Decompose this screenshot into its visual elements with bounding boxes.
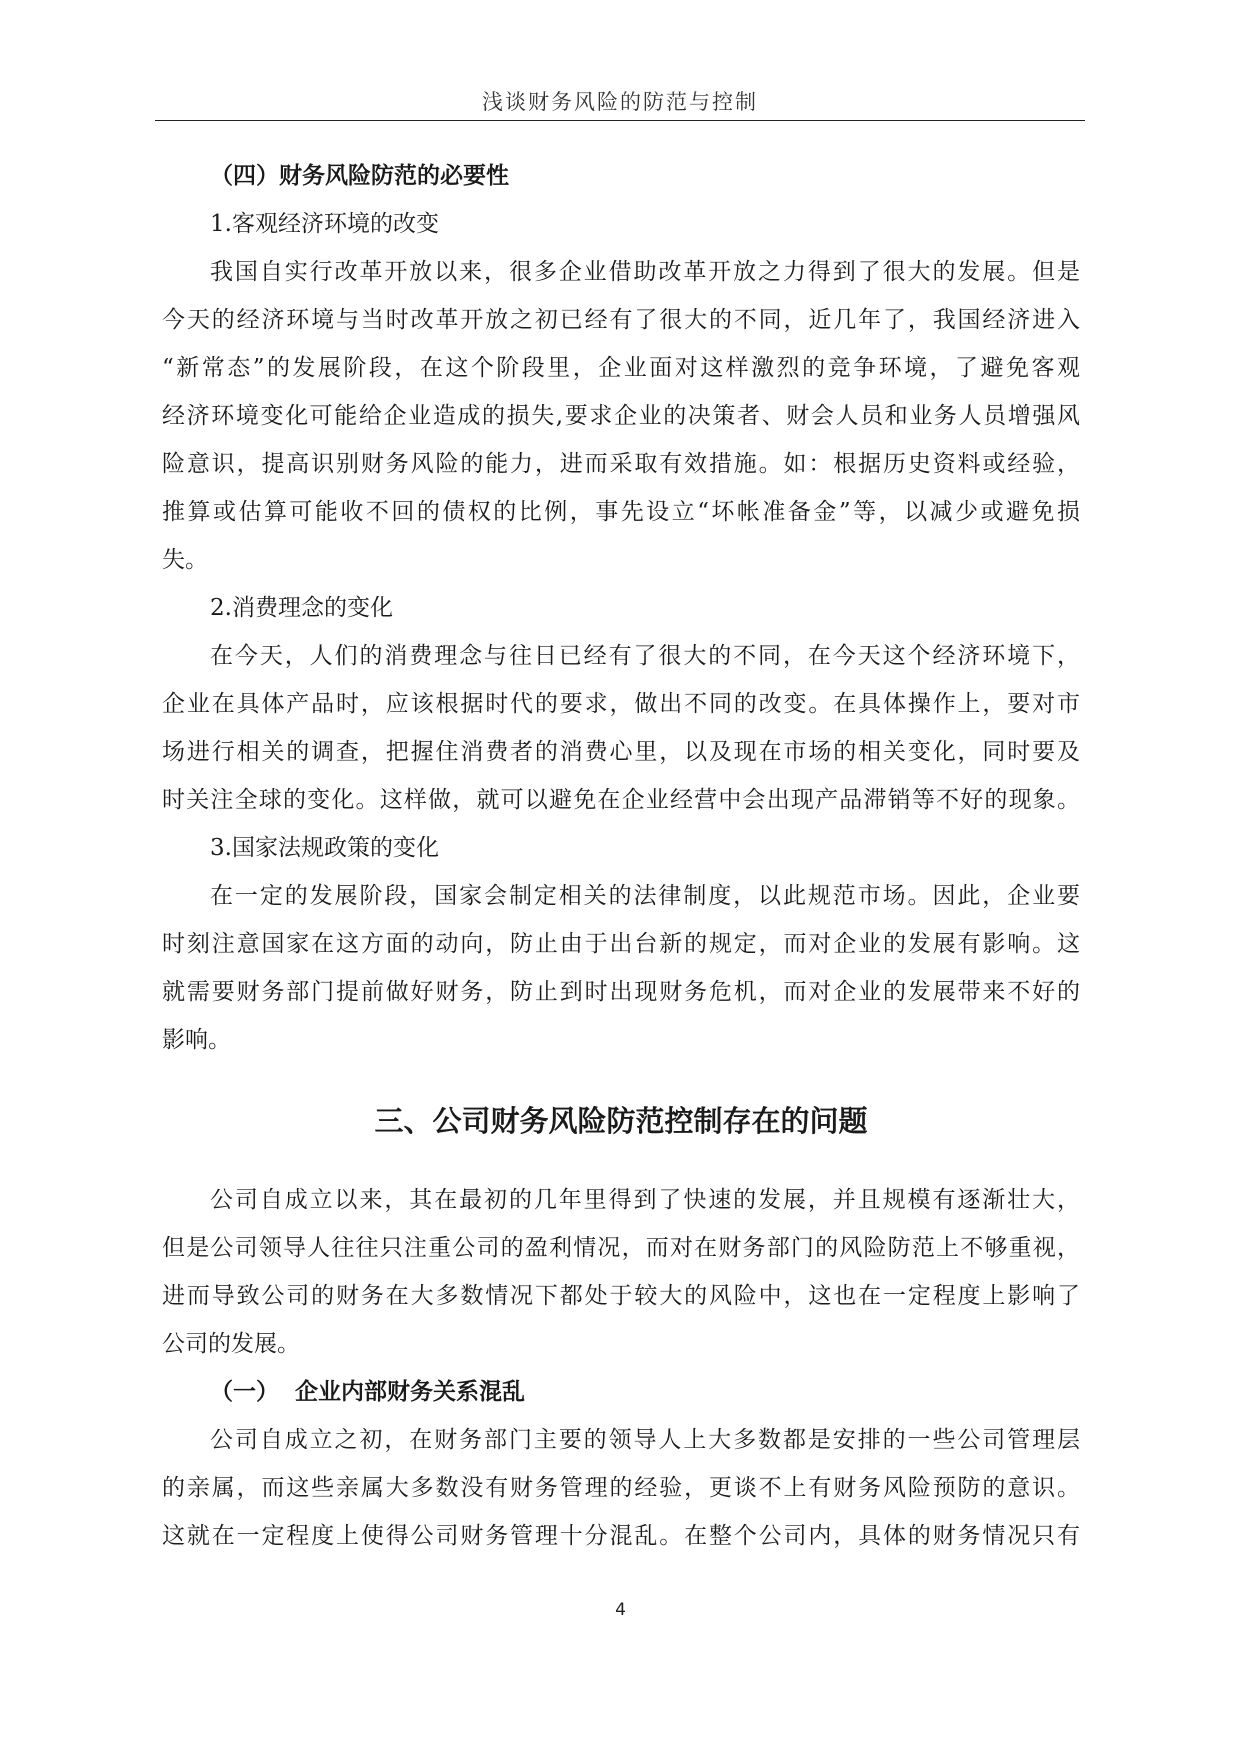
paragraph-line: 我国自实行改革开放以来，很多企业借助改革开放之力得到了很大的发展。但是 bbox=[210, 259, 1080, 285]
subsection-title: 3.国家法规政策的变化 bbox=[210, 835, 439, 861]
section-heading: （一） 企业内部财务关系混乱 bbox=[210, 1379, 526, 1405]
paragraph-line: 就需要财务部门提前做好财务，防止到时出现财务危机，而对企业的发展带来不好的 bbox=[162, 979, 1080, 1005]
paragraph-line: 失。 bbox=[162, 547, 208, 573]
paragraph-line: 这就在一定程度上使得公司财务管理十分混乱。在整个公司内，具体的财务情况只有 bbox=[162, 1523, 1080, 1549]
paragraph-line: 企业在具体产品时，应该根据时代的要求，做出不同的改变。在具体操作上，要对市 bbox=[162, 691, 1080, 717]
paragraph-line: 在一定的发展阶段，国家会制定相关的法律制度，以此规范市场。因此，企业要 bbox=[210, 883, 1080, 909]
subsection-title: 2.消费理念的变化 bbox=[210, 595, 393, 621]
paragraph-line: 今天的经济环境与当时改革开放之初已经有了很大的不同，近几年了，我国经济进入 bbox=[162, 307, 1080, 333]
paragraph-line: 经济环境变化可能给企业造成的损失,要求企业的决策者、财会人员和业务人员增强风 bbox=[162, 403, 1080, 429]
page-number: 4 bbox=[615, 1600, 626, 1620]
paragraph-line: 推算或估算可能收不回的债权的比例，事先设立“坏帐准备金”等，以减少或避免损 bbox=[162, 499, 1080, 525]
paragraph-line: 时关注全球的变化。这样做，就可以避免在企业经营中会出现产品滞销等不好的现象。 bbox=[162, 787, 1080, 813]
chapter-title: 三、公司财务风险防范控制存在的问题 bbox=[374, 1104, 868, 1138]
paragraph-line: “新常态”的发展阶段，在这个阶段里，企业面对这样激烈的竞争环境，了避免客观 bbox=[162, 355, 1080, 381]
paragraph-line: 在今天，人们的消费理念与往日已经有了很大的不同，在今天这个经济环境下， bbox=[210, 643, 1080, 669]
paragraph-line: 险意识，提高识别财务风险的能力，进而采取有效措施。如：根据历史资料或经验， bbox=[162, 451, 1080, 477]
running-header: 浅谈财务风险的防范与控制 bbox=[482, 90, 758, 114]
paragraph-line: 场进行相关的调查，把握住消费者的消费心里，以及现在市场的相关变化，同时要及 bbox=[162, 739, 1080, 765]
page-body bbox=[162, 152, 1080, 1560]
paragraph-line: 的亲属，而这些亲属大多数没有财务管理的经验，更谈不上有财务风险预防的意识。 bbox=[162, 1475, 1080, 1501]
subsection-title: 1.客观经济环境的改变 bbox=[210, 211, 439, 237]
paragraph-line: 但是公司领导人往往只注重公司的盈利情况，而对在财务部门的风险防范上不够重视， bbox=[162, 1235, 1080, 1261]
paragraph-line: 影响。 bbox=[162, 1027, 231, 1053]
paragraph-line: 公司自成立以来，其在最初的几年里得到了快速的发展，并且规模有逐渐壮大， bbox=[210, 1187, 1080, 1213]
paragraph-line: 时刻注意国家在这方面的动向，防止由于出台新的规定，而对企业的发展有影响。这 bbox=[162, 931, 1080, 957]
paragraph-line: 公司的发展。 bbox=[162, 1331, 300, 1357]
header-rule bbox=[155, 120, 1085, 121]
paragraph-line: 公司自成立之初，在财务部门主要的领导人上大多数都是安排的一些公司管理层 bbox=[210, 1427, 1080, 1453]
paragraph-line: 进而导致公司的财务在大多数情况下都处于较大的风险中，这也在一定程度上影响了 bbox=[162, 1283, 1080, 1309]
section-heading: （四）财务风险防范的必要性 bbox=[210, 163, 509, 189]
